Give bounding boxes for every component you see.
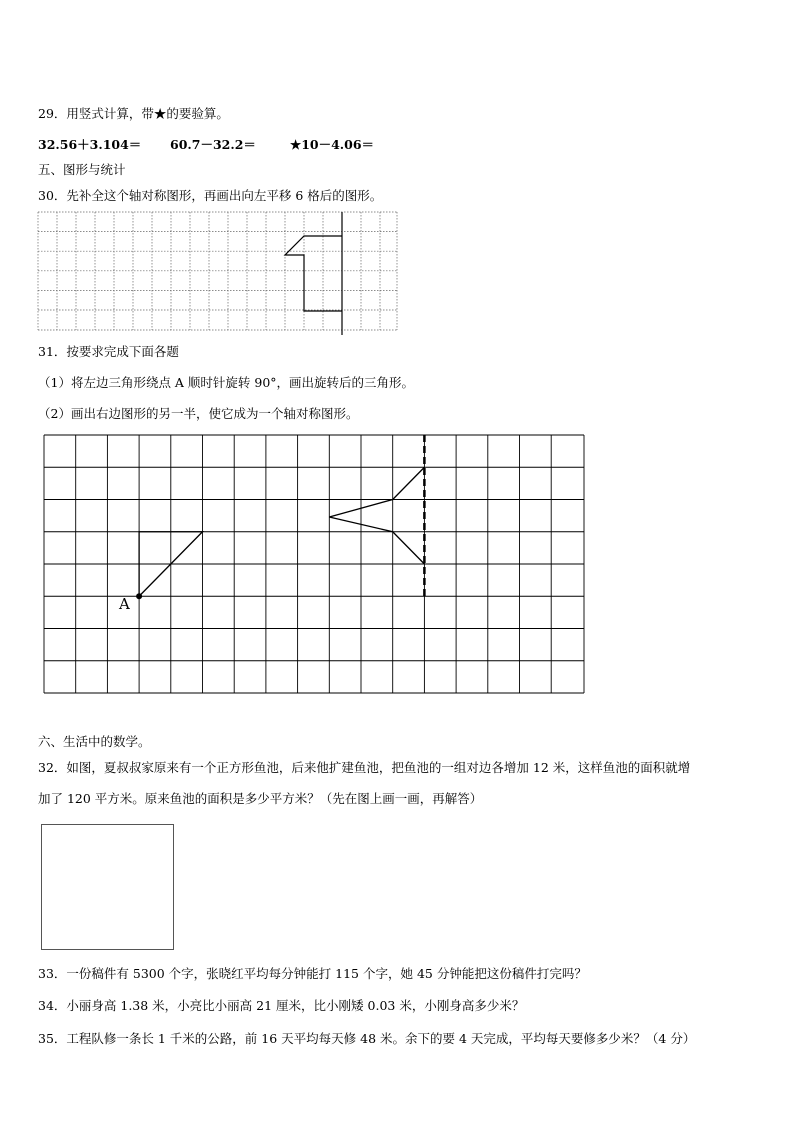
q31-part-2: （2）画出右边图形的另一半，使它成为一个轴对称图形。 xyxy=(38,406,359,421)
q31-part-1: （1）将左边三角形绕点 A 顺时针旋转 90°，画出旋转后的三角形。 xyxy=(38,375,415,390)
q32-line-2: 加了 120 平方米。原来鱼池的面积是多少平方米？（先在图上画一画，再解答） xyxy=(38,791,483,806)
q31-square-grid xyxy=(44,435,589,697)
q35-text: 35．工程队修一条长 1 千米的公路，前 16 天平均每天修 48 米。余下的要 4 天完成，平均每天要修多少米？（4 分） xyxy=(38,1031,696,1046)
section-5-heading: 五、图形与统计 xyxy=(38,162,126,177)
q31-point-a xyxy=(136,593,142,599)
q30-title: 30．先补全这个轴对称图形，再画出向左平移 6 格后的图形。 xyxy=(38,188,383,203)
q29-title: 29．用竖式计算，带★的要验算。 xyxy=(38,106,229,121)
q30-grid-lines xyxy=(38,212,397,330)
q31-arrow-half xyxy=(329,467,424,564)
section-6-heading: 六、生活中的数学。 xyxy=(38,734,151,749)
q31-point-a-label: A xyxy=(119,595,130,613)
q30-half-figure xyxy=(285,236,342,311)
q32-line-1: 32．如图，夏叔叔家原来有一个正方形鱼池，后来他扩建鱼池，把鱼池的一组对边各增加 12 米，这样鱼池的面积就增 xyxy=(38,760,691,775)
q30-dotted-grid xyxy=(38,212,398,332)
q34-text: 34．小丽身高 1.38 米，小亮比小丽高 21 厘米，比小刚矮 0.03 米，小刚身高多少米？ xyxy=(38,998,525,1013)
q29-expr-2: 60.7－32.2＝ xyxy=(170,137,256,152)
q31-grid-lines xyxy=(44,435,584,693)
q32-fish-pond-square xyxy=(41,824,174,950)
q29-expr-3: ★10－4.06＝ xyxy=(290,137,375,152)
q29-expr-1: 32.56＋3.104＝ xyxy=(38,137,142,152)
q31-title: 31．按要求完成下面各题 xyxy=(38,344,179,359)
q33-text: 33．一份稿件有 5300 个字，张晓红平均每分钟能打 115 个字，她 45 分钟能把这份稿件打完吗？ xyxy=(38,966,587,981)
